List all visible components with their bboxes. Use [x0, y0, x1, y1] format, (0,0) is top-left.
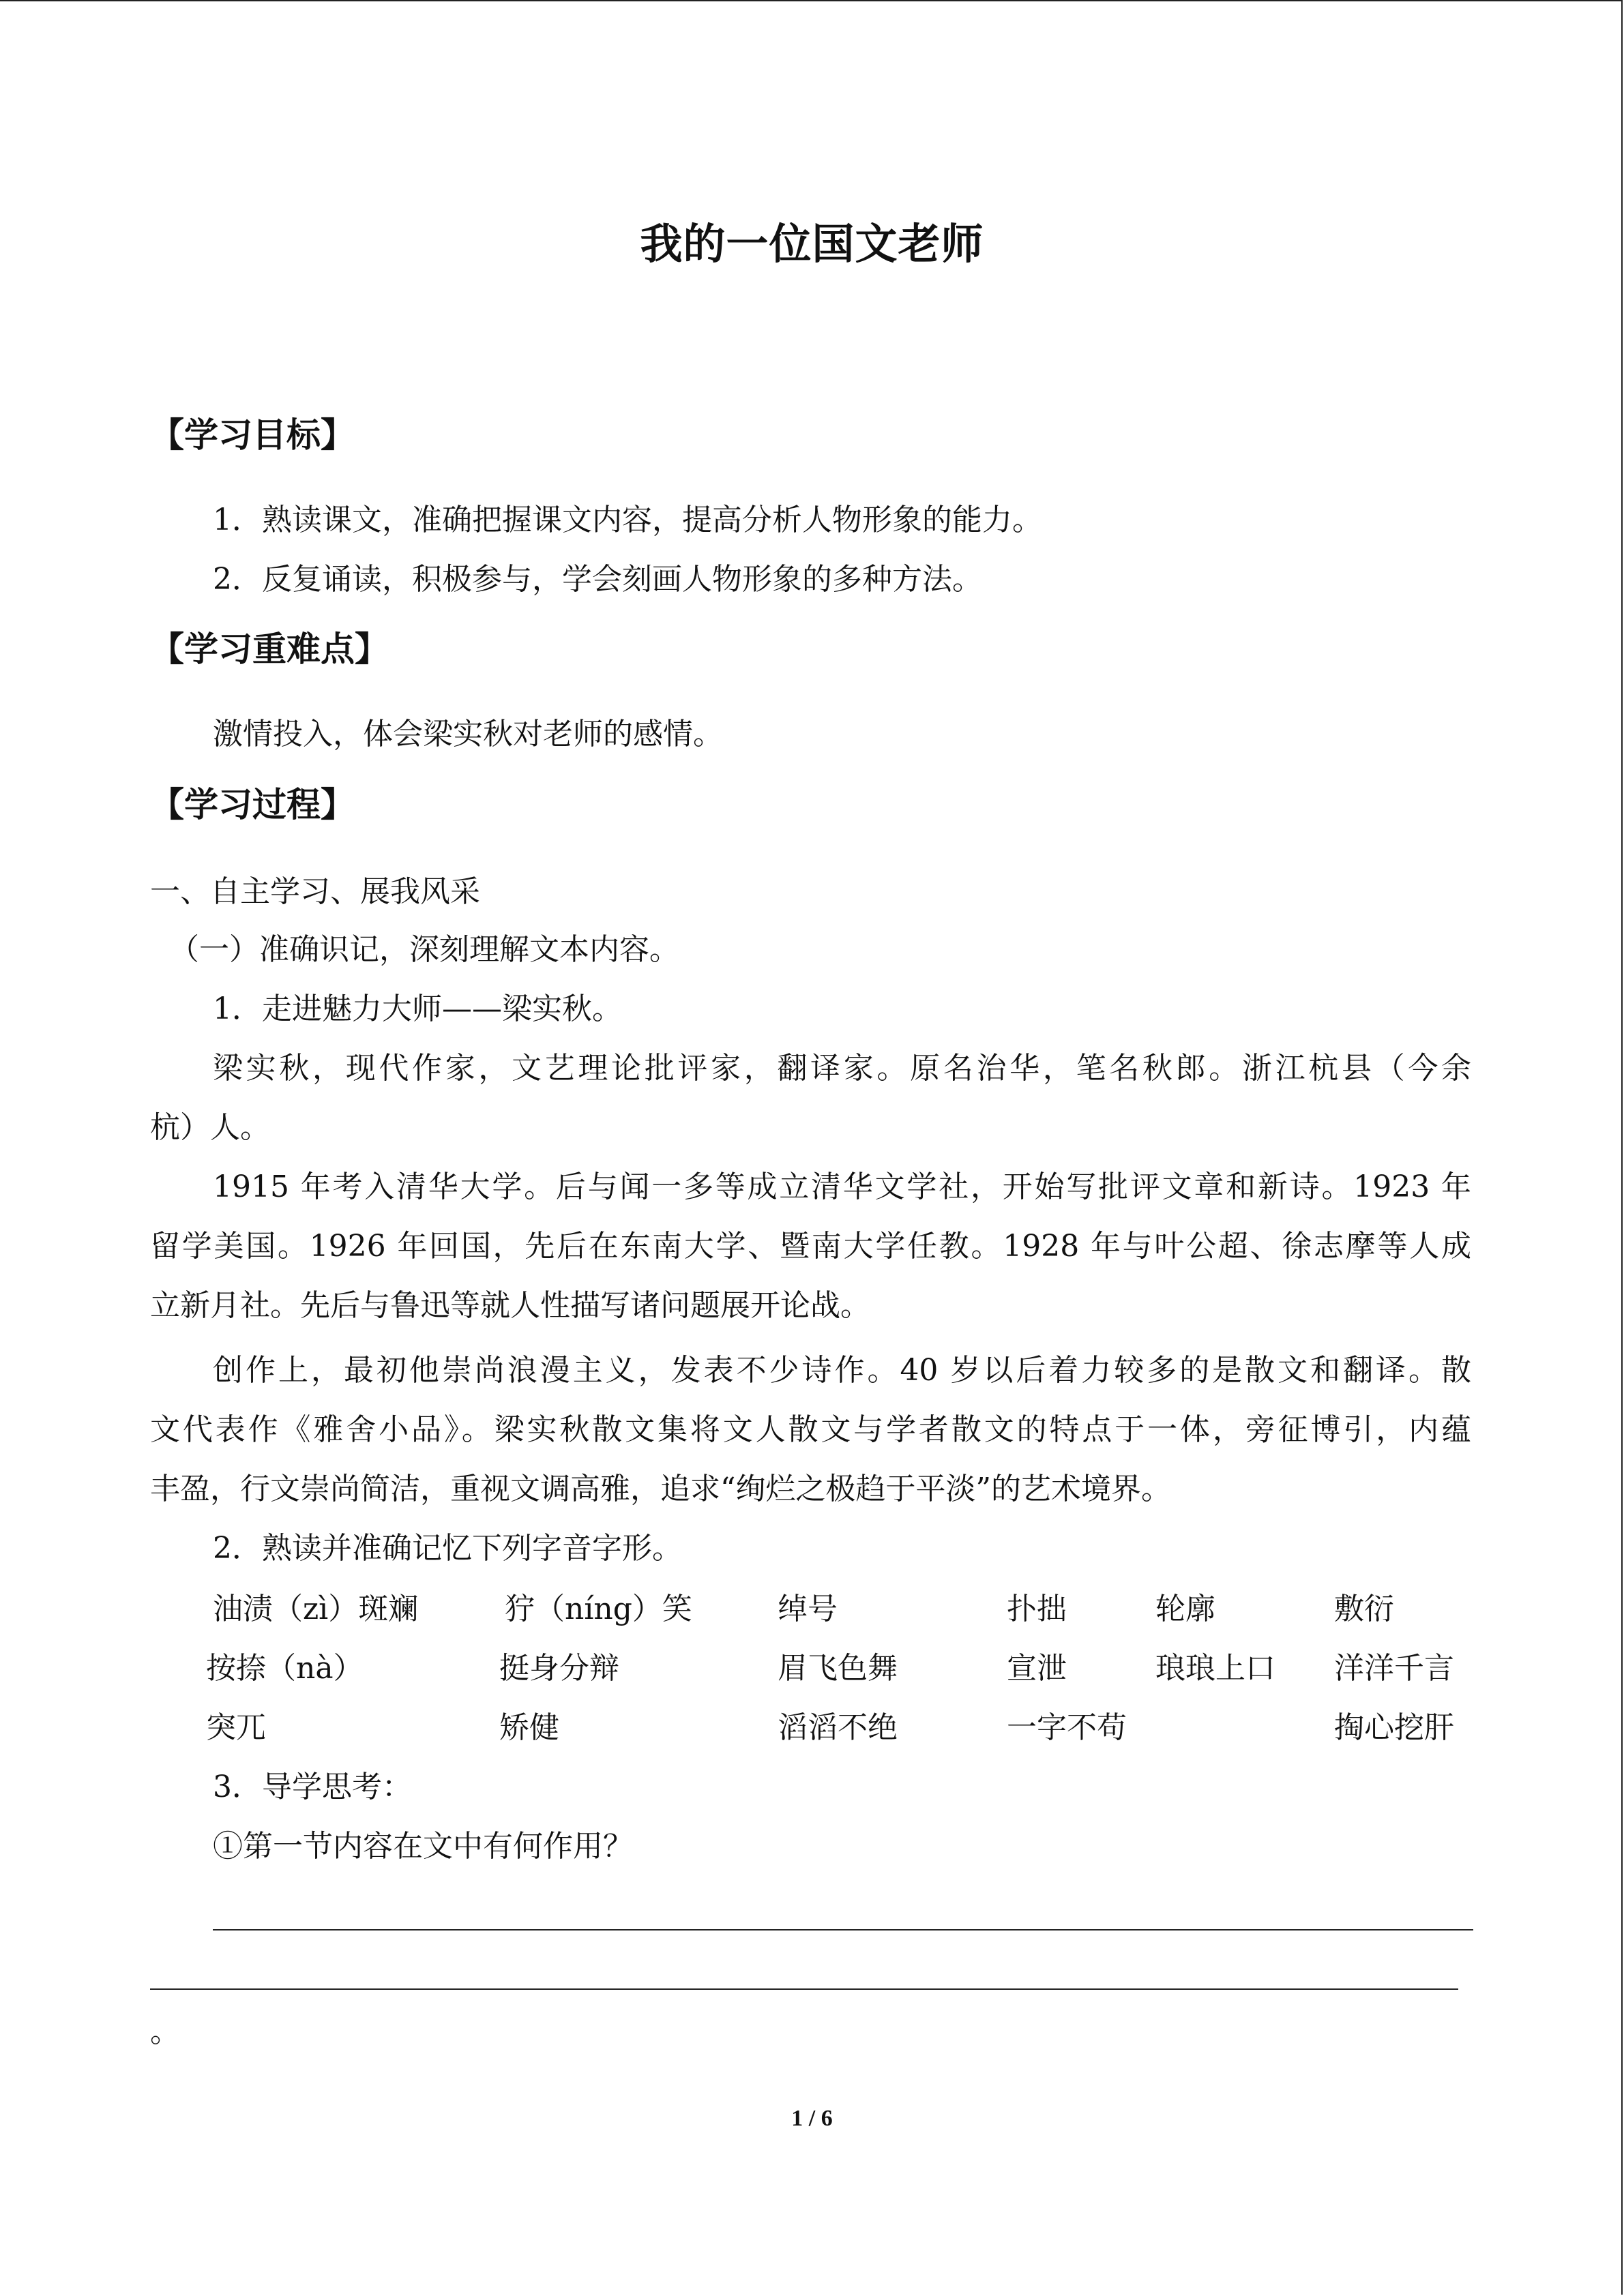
- objective-1: 1．熟读课文，准确把握课文内容，提高分析人物形象的能力。: [213, 503, 1042, 537]
- vocab-word: 滔滔不绝: [778, 1710, 898, 1745]
- bio-p2-line-2: 留学美国。1926 年回国，先后在东南大学、暨南大学任教。1928 年与叶公超、徐志摩等人成: [150, 1229, 1471, 1264]
- bio-p3-line-3: 丰盈，行文崇尚简洁，重视文调高雅，追求“绚烂之极趋于平淡”的艺术境界。: [150, 1472, 1171, 1506]
- objective-2: 2．反复诵读，积极参与，学会刻画人物形象的多种方法。: [213, 562, 982, 597]
- vocab-word: 油渍（zì）斑斓: [213, 1592, 419, 1626]
- vocab-word: 宣泄: [1007, 1651, 1067, 1686]
- heading-objectives: 【学习目标】: [150, 415, 355, 455]
- vocab-word: 洋洋千言: [1334, 1651, 1454, 1686]
- heading-key-points: 【学习重难点】: [150, 629, 389, 669]
- vocab-word: 轮廓: [1155, 1592, 1215, 1626]
- vocab-word: 绰号: [778, 1592, 838, 1626]
- vocab-word: 琅琅上口: [1155, 1651, 1275, 1686]
- vocab-word: 狞（níng）笑: [505, 1592, 692, 1626]
- vocab-word: 突兀: [206, 1710, 266, 1745]
- vocab-word: 扑拙: [1007, 1592, 1067, 1626]
- vocab-word: 按捺（nà）: [206, 1651, 364, 1686]
- vocab-word: 挺身分辩: [499, 1651, 619, 1686]
- key-points-text: 激情投入，体会梁实秋对老师的感情。: [213, 717, 723, 751]
- item-one-title: 1．走进魅力大师——梁实秋。: [213, 992, 622, 1026]
- answer-line: [213, 1929, 1473, 1930]
- bio-p2-line-3: 立新月社。先后与鲁迅等就人性描写诸问题展开论战。: [150, 1288, 870, 1323]
- bio-p3-line-1: 创作上，最初他崇尚浪漫主义，发表不少诗作。40 岁以后着力较多的是散文和翻译。散: [213, 1353, 1471, 1388]
- bio-p3-line-2: 文代表作《雅舍小品》。梁实秋散文集将文人散文与学者散文的特点于一体，旁征博引，内蕴: [150, 1412, 1471, 1447]
- heading-process: 【学习过程】: [150, 785, 355, 824]
- item-two-title: 2．熟读并准确记忆下列字音字形。: [213, 1531, 682, 1566]
- page-number: 1 / 6: [791, 2106, 833, 2131]
- vocab-word: 掏心挖肝: [1334, 1710, 1454, 1745]
- bio-p1-line-2: 杭）人。: [150, 1110, 270, 1145]
- section-one-title: 一、自主学习、展我风采: [150, 874, 480, 909]
- item-three-title: 3．导学思考：: [213, 1770, 412, 1804]
- answer-end-mark: 。: [150, 2014, 180, 2049]
- vocab-word: 矫健: [499, 1710, 559, 1745]
- bio-p2-line-1: 1915 年考入清华大学。后与闻一多等成立清华文学社，开始写批评文章和新诗。1923 年: [213, 1169, 1471, 1204]
- answer-line: [150, 1988, 1458, 1990]
- vocabulary-row: [0, 1589, 1624, 1630]
- vocab-word: 敷衍: [1334, 1592, 1394, 1626]
- vocab-word: 眉飞色舞: [778, 1651, 898, 1686]
- question-one: ①第一节内容在文中有何作用？: [213, 1829, 633, 1864]
- document-title: 我的一位国文老师: [640, 219, 984, 269]
- vocab-word: 一字不苟: [1007, 1710, 1127, 1745]
- vocabulary-row: [0, 1708, 1624, 1748]
- subsection-one-title: （一）准确识记，深刻理解文本内容。: [169, 932, 679, 967]
- bio-p1-line-1: 梁实秋，现代作家，文艺理论批评家，翻译家。原名治华，笔名秋郎。浙江杭县（今余: [213, 1051, 1471, 1086]
- vocabulary-row: [0, 1648, 1624, 1689]
